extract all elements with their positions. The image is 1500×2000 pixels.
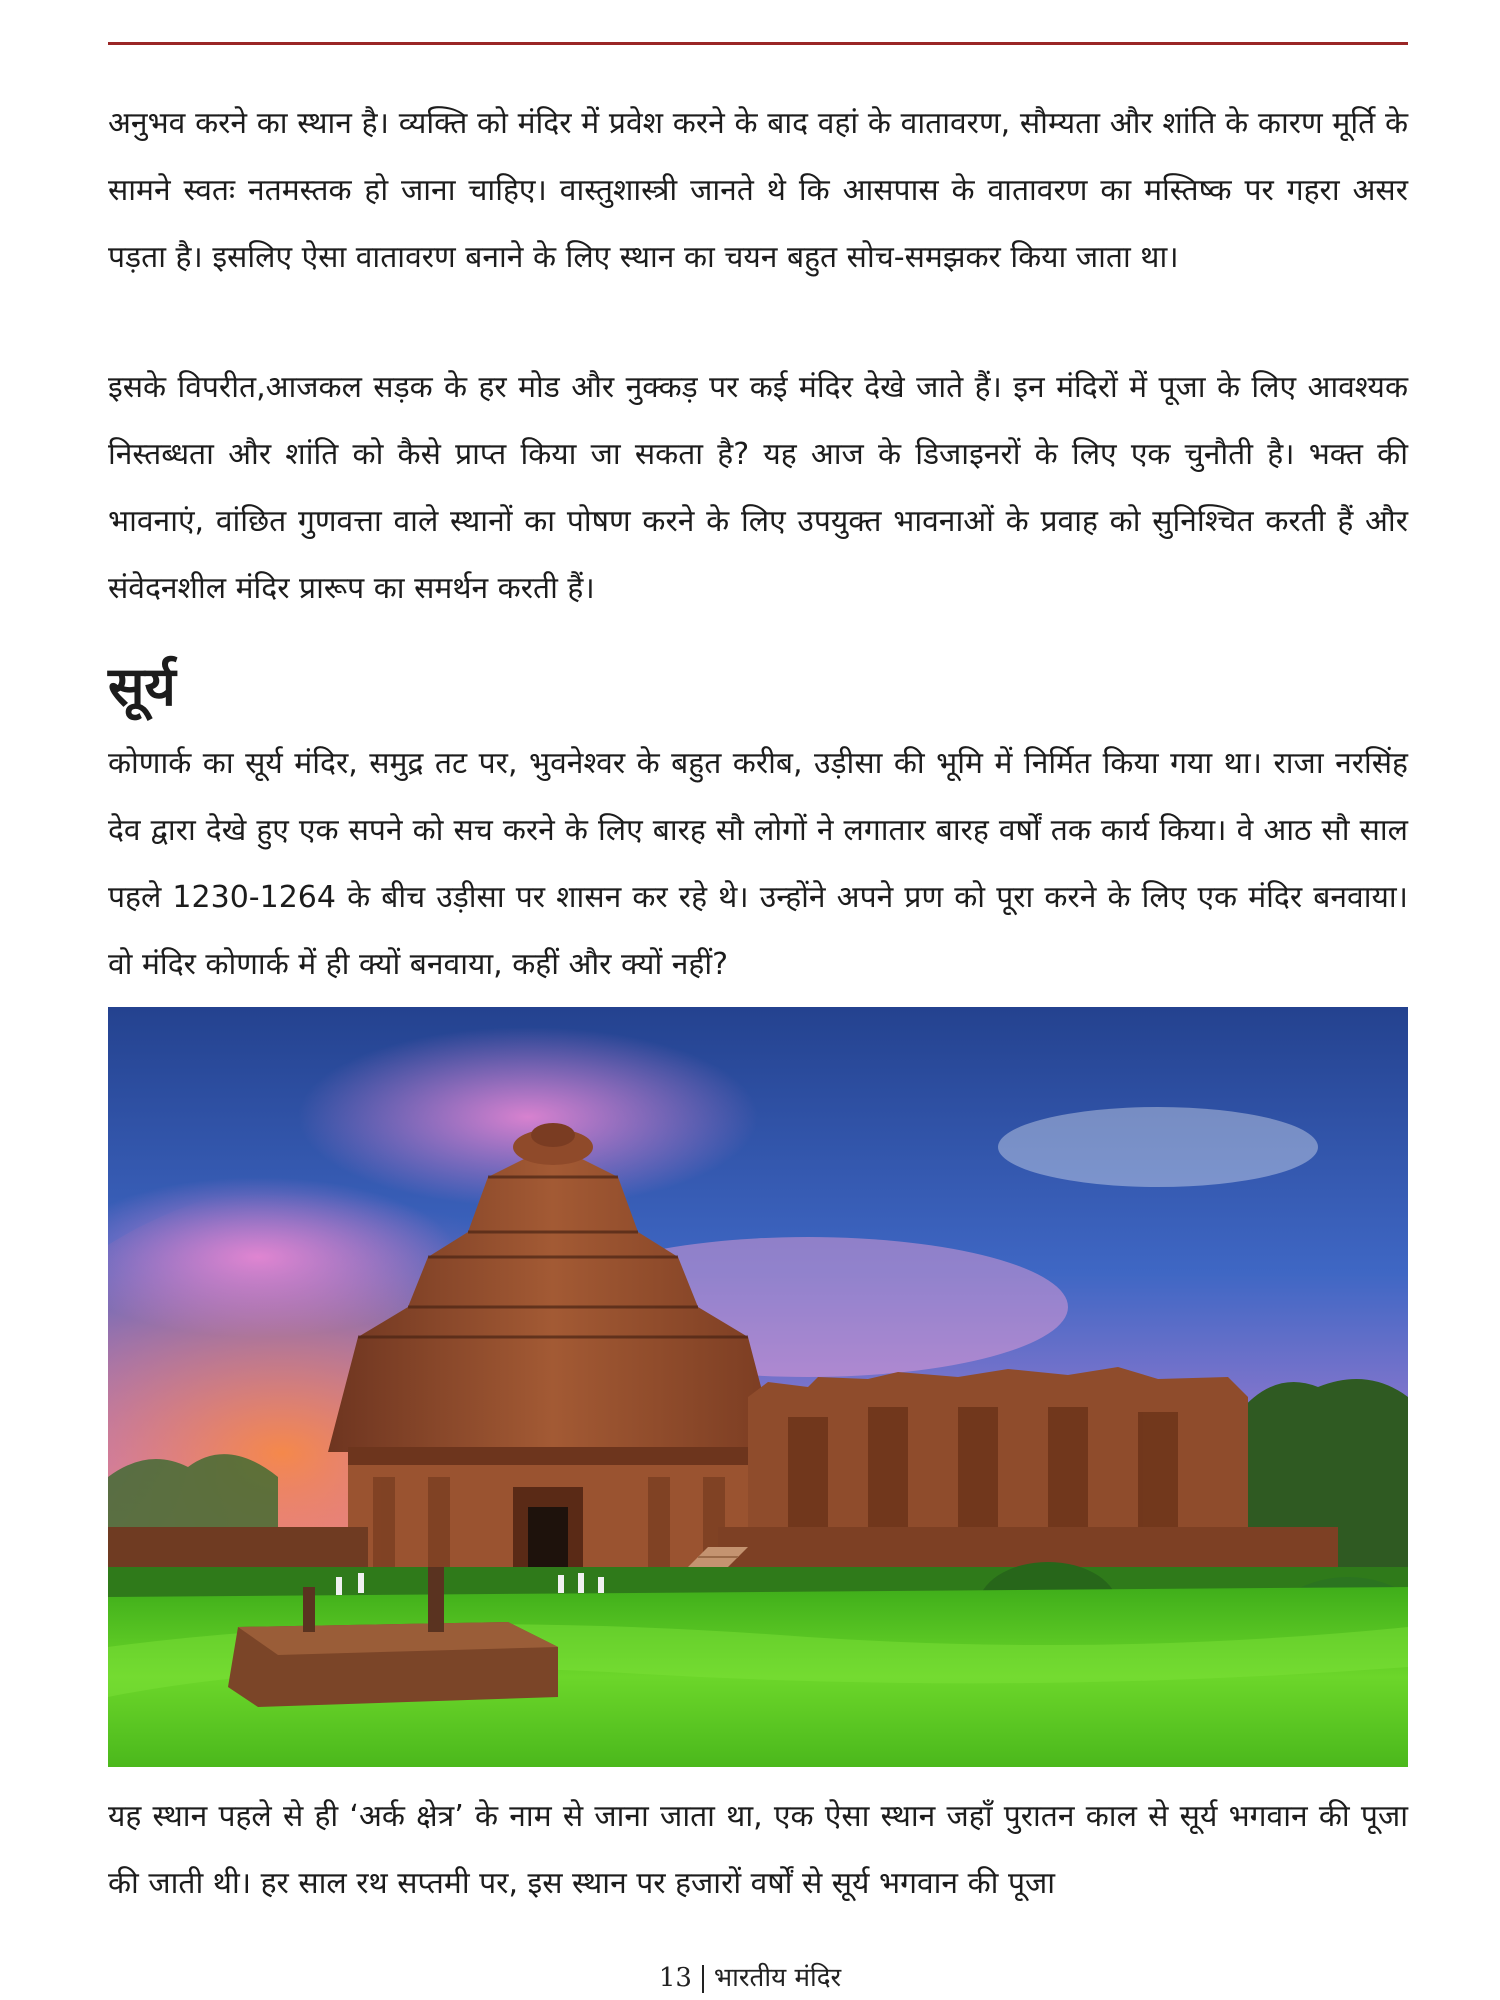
paragraph: कोणार्क का सूर्य मंदिर, समुद्र तट पर, भुवनेश्वर के बहुत करीब, उड़ीसा की भूमि में निर्मित किया गया था। राजा नरसिंह देव द्वारा देखे हुए एक सपने को सच करने के लिए बारह सौ लोगों ने लगातार बारह वर्षों तक कार्य किया। वे आठ सौ साल पहले 1230-1264 के बीच उड़ीसा पर शासन कर रहे थे। उन्होंने अपने प्रण को पूरा करने के लिए एक मंदिर बनवाया। वो मंदिर कोणार्क में ही क्यों बनवाया, कहीं और क्यों नहीं? [108, 746, 1408, 982]
header-rule [108, 42, 1408, 45]
page-number: 13 [658, 1963, 692, 1993]
page-footer [0, 1960, 1500, 1996]
paragraph: यह स्थान पहले से ही ‘अर्क क्षेत्र’ के नाम से जाना जाता था, एक ऐसा स्थान जहाँ पुरातन काल से सूर्य भगवान की पूजा की जाती थी। हर साल रथ सप्तमी पर, इस स्थान पर हजारों वर्षों से सूर्य भगवान की पूजा [108, 1799, 1408, 1901]
section-heading: सूर्य [108, 655, 176, 718]
konark-sun-temple-photo [108, 1007, 1408, 1767]
paragraph: अनुभव करने का स्थान है। व्यक्ति को मंदिर में प्रवेश करने के बाद वहां के वातावरण, सौम्यता और शांति के कारण मूर्ति के सामने स्वतः नतमस्तक हो जाना चाहिए। वास्तुशास्त्री जानते थे कि आसपास के वातावरण का मस्तिष्क पर गहरा असर पड़ता है। इसलिए ऐसा वातावरण बनाने के लिए स्थान का चयन बहुत सोच-समझकर किया जाता था। [108, 106, 1408, 275]
paragraph: इसके विपरीत,आजकल सड़क के हर मोड और नुक्कड़ पर कई मंदिर देखे जाते हैं। इन मंदिरों में पूजा के लिए आवश्यक निस्तब्धता और शांति को कैसे प्राप्त किया जा सकता है? यह आज के डिजाइनरों के लिए एक चुनौती है। भक्त की भावनाएं, वांछित गुणवत्ता वाले स्थानों का पोषण करने के लिए उपयुक्त भावनाओं के प्रवाह को सुनिश्चित करती हैं और संवेदनशील मंदिर प्रारूप का समर्थन करती हैं। [108, 370, 1408, 606]
footer-divider [702, 1965, 704, 1993]
book-title: भारतीय मंदिर [713, 1963, 842, 1993]
